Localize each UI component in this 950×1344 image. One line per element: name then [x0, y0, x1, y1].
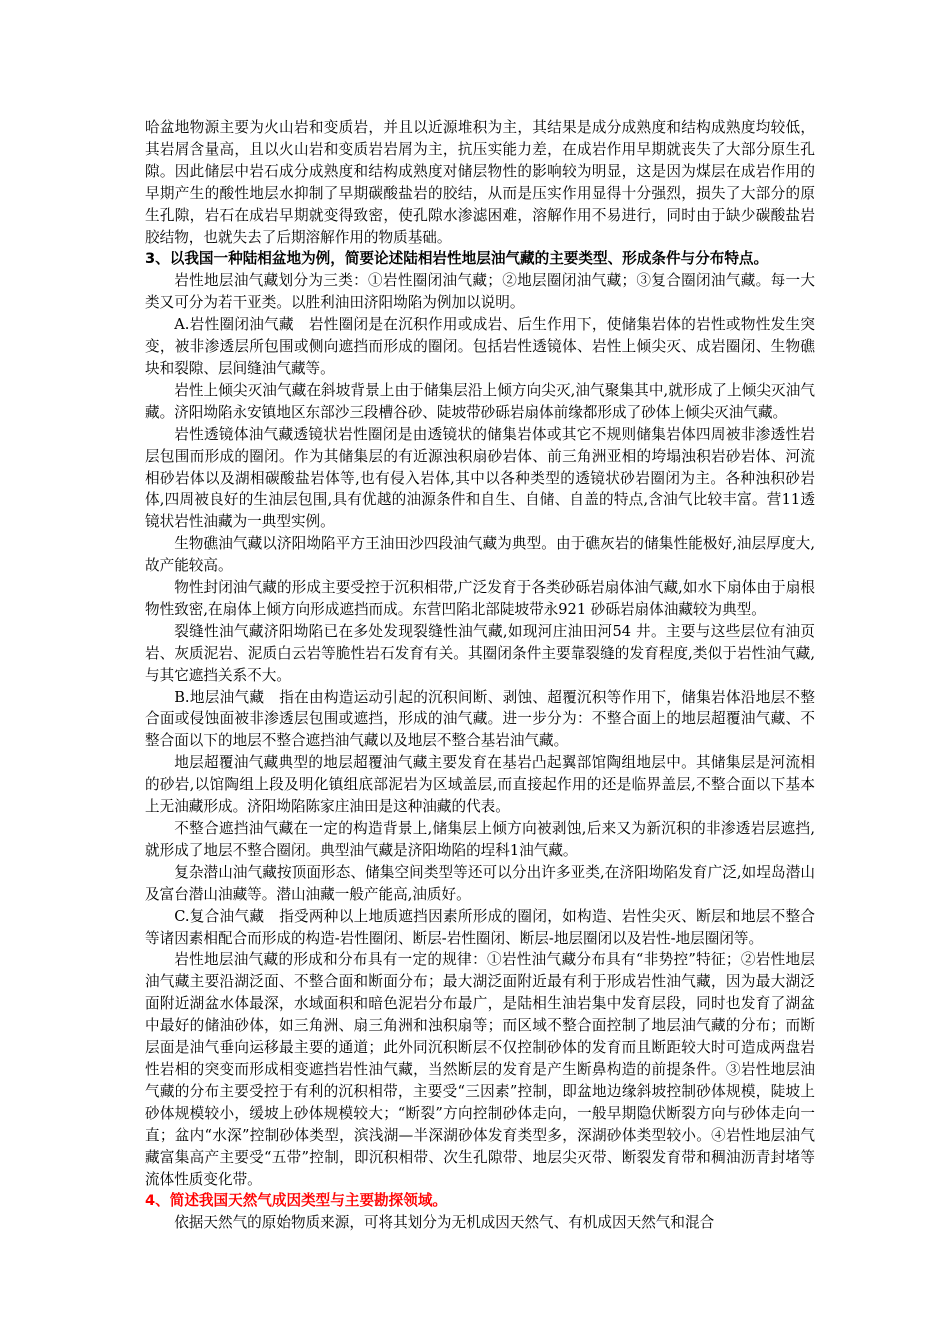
question-4-heading: 4、简述我国天然气成因类型与主要勘探领域。 [145, 1192, 448, 1210]
question-3-heading: 3、以我国一种陆相盆地为例，简要论述陆相岩性地层油气藏的主要类型、形成条件与分布特点。 [145, 250, 769, 268]
paragraph-buried-hill: 复杂潜山油气藏按顶面形态、储集空间类型等还可以分出许多亚类,在济阳坳陷发育广泛,如埕岛潜山及富台潜山油藏等。潜山油藏一般产能高,油质好。 [145, 863, 815, 903]
paragraph-stratigraphic: B.地层油气藏 指在由构造运动引起的沉积间断、剥蚀、超覆沉积等作用下，储集岩体沿地层不整合面或侵蚀面被非渗透层包围或遮挡，形成的油气藏。进一步分为：不整合面上的地层超覆油气藏、不整合面以下的地层不整合遮挡油气藏以及地层不整合基岩油气藏。 [145, 688, 815, 750]
paragraph-overlap: 地层超覆油气藏典型的地层超覆油气藏主要发育在基岩凸起翼部馆陶组地层中。其储集层是河流相的砂岩,以馆陶组上段及明化镇组底部泥岩为区域盖层,而直接起作用的还是临界盖层,不整合面以下基本上无油藏形成。济阳坳陷陈家庄油田是这种油藏的代表。 [145, 754, 815, 816]
paragraph-lens: 岩性透镜体油气藏透镜状岩性圈闭是由透镜状的储集岩体或其它不规则储集岩体四周被非渗透性岩层包围而形成的圈闭。作为其储集层的有近源浊积扇砂岩体、前三角洲亚相的垮塌浊积岩砂岩体、河流相砂岩体以及湖相碳酸盐岩体等,也有侵入岩体,其中以各种类型的透镜状砂岩圈闭为主。各种浊积砂岩体,四周被良好的生油层包围,具有优越的油源条件和自生、自储、自盖的特点,含油气比较丰富。营11透镜状岩性油藏为一典型实例。 [145, 425, 815, 531]
paragraph-physical-seal: 物性封闭油气藏的形成主要受控于沉积相带,广泛发育于各类砂砾岩扇体油气藏,如水下扇体由于扇根物性致密,在扇体上倾方向形成遮挡而成。东营凹陷北部陡坡带永921 砂砾岩扇体油藏较为典型。 [145, 579, 815, 618]
paragraph-porosity-intro: 哈盆地物源主要为火山岩和变质岩，并且以近源堆积为主，其结果是成分成熟度和结构成熟度均较低，其岩屑含量高，且以火山岩和变质岩岩屑为主，抗压实能力差，在成岩作用早期就丧失了大部分原生孔隙。因此储层中岩石成分成熟度和结构成熟度对储层物性的影响较为明显，这是因为煤层在成岩作用的早期产生的酸性地层水抑制了早期碳酸盐岩的胶结，从而是压实作用显得十分强烈，损失了大部分的原生孔隙，岩石在成岩早期就变得致密，使孔隙水渗滤困难，溶解作用不易进行，同时由于缺少碳酸盐岩胶结物，也就失去了后期溶解作用的物质基础。 [145, 119, 815, 246]
paragraph-distribution-rules: 岩性地层油气藏的形成和分布具有一定的规律：①岩性油气藏分布具有“非势控”特征；②岩性地层油气藏主要沿湖泛面、不整合面和断面分布；最大湖泛面附近最有利于形成岩性油气藏，因为最大湖泛面附近湖盆水体最深，水域面积和暗色泥岩分布最广，是陆相生油岩集中发育层段，同时也发育了湖盆中最好的储油砂体，如三角洲、扇三角洲和浊积扇等；而区域不整合面控制了地层油气藏的分布；而断层面是油气垂向运移最主要的通道；此外同沉积断层不仅控制砂体的发育而且断距较大时可造成两盘岩性岩相的突变而形成相变遮挡岩性油气藏，当然断层的发育是产生断鼻构造的前提条件。③岩性地层油气藏的分布主要受控于有利的沉积相带，主要受“三因素”控制，即盆地边缘斜坡控制砂体规模，陡坡上砂体规模较小，缓坡上砂体规模较大；“断裂”方向控制砂体走向，一般早期隐伏断裂方向与砂体走向一直；盆内“水深”控制砂体类型，滨浅湖—半深湖砂体发育类型多，深湖砂体类型较小。④岩性地层油气藏富集高产主要受“五带”控制，即沉积相带、次生孔隙带、地层尖灭带、断裂发育带和稠油沥青封堵等流体性质变化带。 [145, 951, 815, 1188]
paragraph-lithologic-trap: A.岩性圈闭油气藏 岩性圈闭是在沉积作用或成岩、后生作用下，使储集岩体的岩性或物性发生突变，被非渗透层所包围或侧向遮挡而形成的圈闭。包括岩性透镜体、岩性上倾尖灭、成岩圈闭、生物礁块和裂隙、层间缝油气藏等。 [145, 316, 815, 377]
paragraph-pinchout: 岩性上倾尖灭油气藏在斜坡背景上由于储集层沿上倾方向尖灭,油气聚集其中,就形成了上倾尖灭油气藏。济阳坳陷永安镇地区东部沙三段槽谷砂、陡坡带砂砾岩扇体前缘都形成了砂体上倾尖灭油气藏。 [145, 381, 815, 421]
document-page [145, 117, 815, 1234]
paragraph-classification: 岩性地层油气藏划分为三类：①岩性圈闭油气藏；②地层圈闭油气藏；③复合圈闭油气藏。每一大类又可分为若干亚类。以胜利油田济阳坳陷为例加以说明。 [145, 272, 815, 312]
paragraph-fracture: 裂缝性油气藏济阳坳陷已在多处发现裂缝性油气藏,如现河庄油田河54 井。主要与这些层位有油页岩、灰质泥岩、泥质白云岩等脆性岩石发育有关。其圈闭条件主要靠裂缝的发育程度,类似于岩性油气藏,与其它遮挡关系不大。 [145, 622, 815, 684]
paragraph-gas-origin: 依据天然气的原始物质来源，可将其划分为无机成因天然气、有机成因天然气和混合 [174, 1214, 715, 1232]
paragraph-reef: 生物礁油气藏以济阳坳陷平方王油田沙四段油气藏为典型。由于礁灰岩的储集性能极好,油层厚度大,故产能较高。 [145, 535, 815, 575]
paragraph-composite: C.复合油气藏 指受两种以上地质遮挡因素所形成的圈闭，如构造、岩性尖灭、断层和地层不整合等诸因素相配合而形成的构造-岩性圈闭、断层-岩性圈闭、断层-地层圈闭以及岩性-地层圈闭等。 [145, 907, 815, 947]
paragraph-unconformity: 不整合遮挡油气藏在一定的构造背景上,储集层上倾方向被剥蚀,后来又为新沉积的非渗透岩层遮挡,就形成了地层不整合圈闭。典型油气藏是济阳坳陷的埕科1油气藏。 [145, 820, 815, 859]
